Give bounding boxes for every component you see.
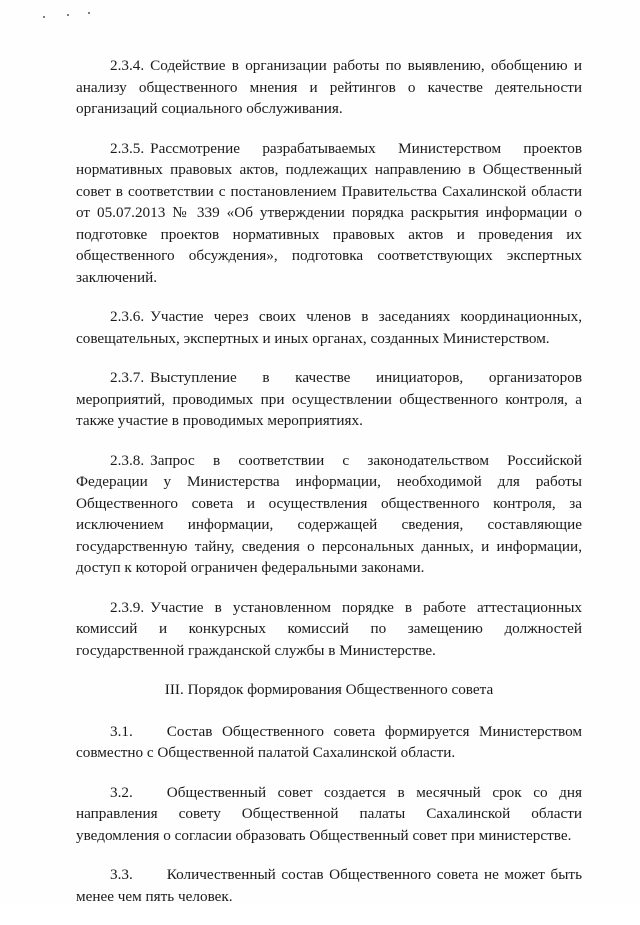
paragraph-2-3-8	[76, 450, 582, 579]
paragraph-number: 2.3.9.	[110, 598, 145, 616]
paragraph-number: 2.3.7.	[110, 369, 145, 386]
paragraph-text: Участие через своих членов в заседаниях координационных, совещательных, экспертных и иных органах, созданных Министерством.	[76, 308, 582, 347]
paragraph-text: Участие в установленном порядке в работе аттестационных комиссий и конкурсных комиссий по замещению должностей государственной гражданской службы в Министерстве.	[76, 598, 582, 659]
paragraph-text: Запрос в соответствии с законодательством Российской Федерации у Министерства информации, необходимой для работы Общественного совета и осуществления общественного контроля, за исключением информации, содержащей сведения, составляющие государственную тайну, сведения о персональных данных, и информации, доступ к которой ограничен федеральными законами.	[76, 451, 582, 576]
paragraph-2-3-7	[76, 367, 582, 432]
paragraph-2-3-4	[76, 55, 582, 120]
paragraph-number: 2.3.6.	[110, 308, 145, 325]
paragraph-text: Содействие в организации работы по выявлению, обобщению и анализу общественного мнения и рейтингов о качестве деятельности организаций социального обслуживания.	[76, 57, 582, 117]
paragraph-number: 3.1.	[110, 722, 133, 740]
paragraph-number: 2.3.5.	[110, 139, 145, 157]
paragraph-number: 3.2.	[110, 783, 133, 801]
paragraph-number: 3.3.	[110, 866, 133, 883]
paragraph-3-1	[76, 721, 582, 764]
paragraph-number: 2.3.8.	[110, 451, 145, 469]
scan-speck	[88, 12, 90, 14]
section-title: III. Порядок формирования Общественного совета	[164, 681, 494, 698]
paragraph-3-2	[76, 782, 582, 847]
paragraph-number: 2.3.4.	[110, 57, 145, 74]
document-body	[76, 55, 582, 925]
scan-speck	[67, 14, 69, 16]
paragraph-2-3-5	[76, 138, 582, 289]
paragraph-2-3-9	[76, 597, 582, 662]
paragraph-text: Состав Общественного совета формируется Министерством совместно с Общественной палатой Сахалинской области.	[76, 722, 582, 761]
paragraph-text: Количественный состав Общественного совета не может быть менее чем пять человек.	[76, 866, 582, 905]
paragraph-text: Рассмотрение разрабатываемых Министерством проектов нормативных правовых актов, подлежащих направлению в Общественный совет в соответствии с постановлением Правительства Сахалинской области от 05.07.2013 № 339 «Об утверждении порядка раскрытия информации о подготовке проектов нормативных правовых актов и проведения их общественного обсуждения», подготовка соответствующих экспертных заключений.	[76, 139, 582, 286]
paragraph-text: Выступление в качестве инициаторов, организаторов мероприятий, проводимых при осуществлении общественного контроля, а также участие в проводимых мероприятиях.	[76, 369, 582, 429]
paragraph-3-3	[76, 864, 582, 907]
paragraph-text: Общественный совет создается в месячный срок со дня направления совету Общественной палаты Сахалинской области уведомления о согласии образовать Общественный совет при министерстве.	[76, 783, 582, 844]
paragraph-2-3-6	[76, 306, 582, 349]
scan-speck	[43, 16, 45, 18]
